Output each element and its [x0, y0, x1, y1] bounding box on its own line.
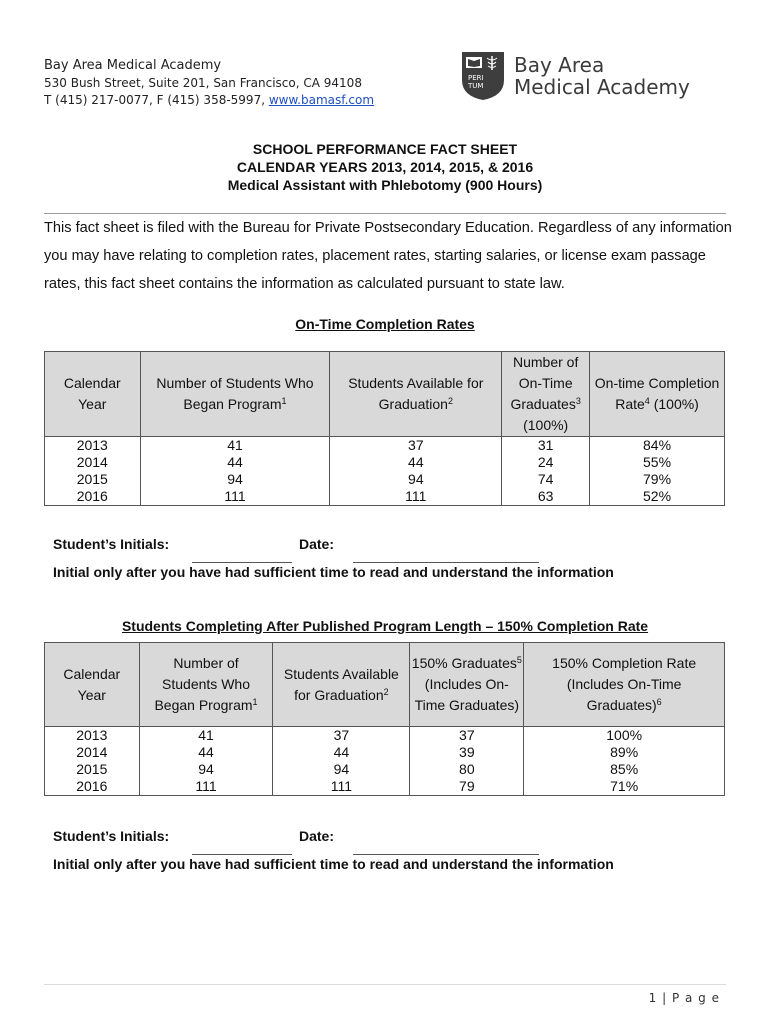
cell-graduates: 63	[502, 488, 590, 506]
title-line-2: CALENDAR YEARS 2013, 2014, 2015, & 2016	[236, 159, 534, 175]
org-info	[44, 56, 374, 109]
page-number-value: 1	[648, 991, 658, 1005]
ontime-header-year: Calendar Year	[45, 352, 141, 437]
cell-began: 41	[140, 437, 330, 455]
cell-available: 37	[273, 727, 410, 745]
initials-label: Student’s Initials:	[53, 536, 170, 552]
table-row	[45, 488, 725, 506]
cell-rate: 84%	[590, 437, 725, 455]
cell-graduates: 31	[502, 437, 590, 455]
initials-note: Initial only after you have had sufficient time to read and understand the information	[53, 856, 614, 872]
extended-section-title: Students Completing After Published Program Length – 150% Completion Rate	[121, 618, 649, 634]
date-input-line[interactable]	[353, 562, 539, 563]
cell-year: 2016	[45, 778, 140, 796]
initials-block-ontime	[53, 536, 693, 580]
org-contact	[44, 92, 374, 109]
initials-note: Initial only after you have had sufficient time to read and understand the information	[53, 564, 614, 580]
cell-began: 41	[139, 727, 273, 745]
cell-year: 2014	[45, 454, 141, 471]
org-name: Bay Area Medical Academy	[44, 58, 222, 73]
cell-began: 111	[139, 778, 273, 796]
cell-year: 2013	[45, 727, 140, 745]
cell-available: 37	[330, 437, 502, 455]
ontime-completion-table	[44, 351, 725, 506]
cell-began: 44	[139, 744, 273, 761]
cell-rate: 79%	[590, 471, 725, 488]
initials-input-line[interactable]	[192, 854, 292, 855]
cell-graduates: 24	[502, 454, 590, 471]
cell-graduates: 37	[410, 727, 524, 745]
org-phone-fax: T (415) 217-0077, F (415) 358-5997,	[44, 93, 269, 107]
date-label: Date:	[299, 828, 335, 844]
cell-began: 111	[140, 488, 330, 506]
date-input-line[interactable]	[353, 854, 539, 855]
footer-divider	[44, 984, 726, 985]
website-link[interactable]: www.bamasf.com	[268, 93, 375, 107]
cell-available: 94	[330, 471, 502, 488]
extended-header-rate: 150% Completion Rate (Includes On-Time Graduates)$^6$	[524, 643, 725, 727]
title-line-1: SCHOOL PERFORMANCE FACT SHEET	[252, 141, 518, 157]
cell-graduates: 80	[410, 761, 524, 778]
extended-header-graduates: 150% Graduates$^5$ (Includes On-Time Graduates)	[410, 643, 524, 727]
table-row	[45, 454, 725, 471]
document-titles	[0, 140, 770, 194]
cell-rate: 85%	[524, 761, 725, 778]
page-label: | P a g e	[662, 991, 720, 1005]
cell-available: 44	[273, 744, 410, 761]
cell-graduates: 79	[410, 778, 524, 796]
extended-completion-table	[44, 642, 725, 796]
cell-year: 2013	[45, 437, 141, 455]
table-row	[45, 761, 725, 778]
table-row	[45, 744, 725, 761]
shield-logo-icon	[460, 50, 506, 102]
page-number	[649, 991, 720, 1005]
cell-began: 44	[140, 454, 330, 471]
logo-text	[514, 54, 690, 98]
intro-paragraph: This fact sheet is filed with the Bureau for Private Postsecondary Education. Regardless of any information you may have relating to completion rates, placement rates, starting salaries, or license exam passage rates, this fact sheet contains the information as calculated pursuant to state law.	[44, 220, 732, 292]
cell-graduates: 74	[502, 471, 590, 488]
title-line-3: Medical Assistant with Phlebotomy (900 Hours)	[227, 177, 543, 193]
extended-header-began: Number of Students Who Began Program$^1$	[139, 643, 273, 727]
extended-header-available: Students Available for Graduation$^2$	[273, 643, 410, 727]
cell-rate: 100%	[524, 727, 725, 745]
cell-year: 2016	[45, 488, 141, 506]
ontime-header-available: Students Available for Graduation$^2$	[330, 352, 502, 437]
cell-available: 111	[330, 488, 502, 506]
ontime-header-rate: On-time Completion Rate$^4$ (100%)	[590, 352, 725, 437]
extended-header-year: Calendar Year	[45, 643, 140, 727]
ontime-section-title: On-Time Completion Rates	[295, 316, 475, 332]
seal-text-1: PERI	[468, 74, 484, 82]
cell-year: 2015	[45, 761, 140, 778]
ontime-header-row	[45, 352, 725, 437]
org-address: 530 Bush Street, Suite 201, San Francisco, CA 94108	[44, 76, 362, 90]
cell-available: 111	[273, 778, 410, 796]
cell-year: 2014	[45, 744, 140, 761]
table-row	[45, 778, 725, 796]
logo-line-1: Bay Area	[514, 53, 605, 77]
cell-available: 94	[273, 761, 410, 778]
table-row	[45, 727, 725, 745]
logo	[460, 50, 690, 102]
initials-block-extended	[53, 828, 693, 872]
table-row	[45, 471, 725, 488]
cell-rate: 71%	[524, 778, 725, 796]
cell-rate: 89%	[524, 744, 725, 761]
cell-began: 94	[140, 471, 330, 488]
cell-rate: 52%	[590, 488, 725, 506]
cell-available: 44	[330, 454, 502, 471]
cell-year: 2015	[45, 471, 141, 488]
initials-input-line[interactable]	[192, 562, 292, 563]
cell-rate: 55%	[590, 454, 725, 471]
seal-text-2: TUM	[468, 82, 484, 90]
logo-line-2: Medical Academy	[514, 75, 690, 99]
table-row	[45, 437, 725, 455]
ontime-header-graduates: Number of On-Time Graduates$^3$ (100%)	[502, 352, 590, 437]
extended-header-row	[45, 643, 725, 727]
cell-graduates: 39	[410, 744, 524, 761]
date-label: Date:	[299, 536, 335, 552]
cell-began: 94	[139, 761, 273, 778]
ontime-header-began: Number of Students Who Began Program$^1$	[140, 352, 330, 437]
initials-label: Student’s Initials:	[53, 828, 170, 844]
